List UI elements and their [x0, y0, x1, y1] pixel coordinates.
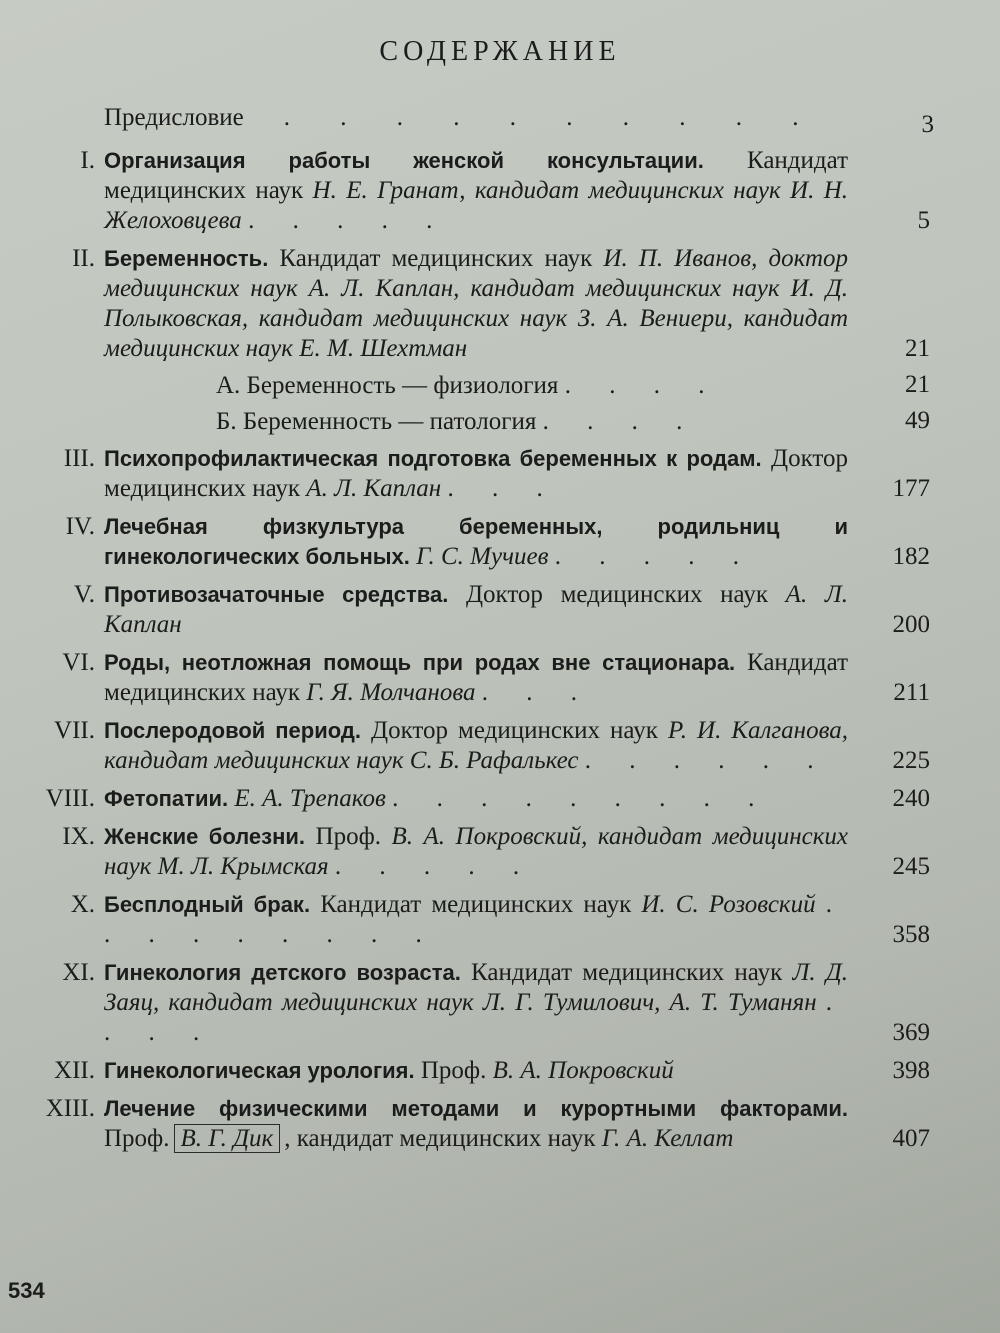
entry-title: Психопрофилактическая подготовка беременных к родам.	[104, 446, 762, 471]
entry-title: Гинекологическая урология.	[104, 1058, 415, 1083]
entry-authors: А. Л. Каплан	[104, 581, 849, 638]
entry-authors: И. П. Иванов, доктор медицинских наук А. Л. Каплан, кандидат медицинских наук И. Д. Полыковская, кандидат медицинских наук З. А. Вениери, кандидат медицинских наук Е. М. Шехтман	[104, 245, 849, 362]
toc-entry-13	[0, 1094, 1000, 1154]
page-title: СОДЕРЖАНИЕ	[379, 36, 621, 67]
entry-text: Доктор медицинских наук	[465, 581, 786, 608]
entry-number: II.	[72, 245, 95, 272]
entry-number: VIII.	[45, 785, 95, 812]
entry-number: IX.	[62, 823, 95, 850]
entry-title: Беременность.	[104, 246, 269, 271]
entry-page: 369	[892, 1019, 930, 1046]
toc-subentry-b: Б. Беременность — патология . . . . 49	[216, 407, 930, 435]
toc-entry-9: IX. Женские болезни. Проф. В. А. Покровский, кандидат медицинских наук М. Л. Крымская . . . . . 245	[62, 823, 930, 880]
entry-authors: Е. А. Трепаков	[234, 785, 386, 812]
entry-number: I.	[80, 147, 95, 174]
entry-title: Противозачаточные средства.	[104, 582, 449, 607]
entry-title: Бесплодный брак.	[104, 892, 311, 917]
toc-entry-4: IV. Лечебная физкультура беременных, родильниц и гинекологических больных. Г. С. Мучиев . . . . . 182	[65, 513, 930, 570]
entry-text: Кандидат медицинских наук	[279, 245, 604, 272]
entry-authors: И. С. Розовский	[641, 891, 816, 918]
toc-preface: Предисловие . . . . . . . . . . 3	[104, 104, 934, 138]
toc-entry-2	[0, 244, 1000, 364]
entry-page: 5	[917, 207, 930, 234]
entry-number: IV.	[65, 513, 95, 540]
toc-list	[0, 146, 1000, 1162]
preface-label: Предисловие	[104, 104, 244, 131]
entry-number: III.	[63, 445, 95, 472]
entry-title: Роды, неотложная помощь при родах вне стационара.	[104, 650, 736, 675]
entry-authors: А. Л. Каплан	[306, 475, 442, 502]
subentry-page: 49	[905, 407, 930, 434]
entry-text: Кандидат медицинских наук	[104, 147, 848, 204]
entry-text-mid: , кандидат медицинских наук	[284, 1125, 596, 1152]
entry-page: 211	[893, 679, 930, 706]
entry-title: Фетопатии.	[104, 786, 229, 811]
page-number: 534	[8, 1278, 45, 1303]
entry-authors: В. А. Покровский, кандидат медицинских наук М. Л. Крымская	[104, 823, 848, 880]
entry-title: Лечебная физкультура беременных, родильниц и гинекологических больных.	[104, 514, 848, 569]
entry-text: Доктор медицинских наук	[104, 445, 848, 502]
entry-text: Проф.	[420, 1057, 493, 1084]
deceased-author-box: В. Г. Дик	[174, 1124, 281, 1153]
entry-authors: Г. С. Мучиев	[416, 543, 549, 570]
entry-authors: Г. Я. Молчанова	[306, 679, 476, 706]
entry-page: 182	[892, 543, 930, 570]
entry-page: 177	[892, 475, 930, 502]
entry-title: Послеродовой период.	[104, 718, 361, 743]
subentry-label: Б. Беременность — патология	[216, 408, 537, 435]
entry-title: Гинекология детского возраста.	[104, 960, 461, 985]
entry-title: Лечение физическими методами и курортными факторами.	[104, 1096, 848, 1121]
entry-text: Проф.	[315, 823, 392, 850]
toc-entry-7: VII. Послеродовой период. Доктор медицинских наук Р. И. Калганова, кандидат медицинских наук С. Б. Рафалькес . . . . . . 225	[54, 717, 930, 774]
entry-number: XI.	[62, 959, 95, 986]
entry-number: X.	[70, 891, 95, 918]
entry-number: XIII.	[45, 1095, 95, 1122]
toc-entry-10: X. Бесплодный брак. Кандидат медицинских наук И. С. Розовский . . . . . . . . . 358	[70, 891, 930, 948]
entry-text: Кандидат медицинских наук	[471, 959, 793, 986]
toc-entry-8: VIII. Фетопатии. Е. А. Трепаков . . . . . . . . . 240	[45, 785, 930, 812]
entry-number: XII.	[54, 1057, 95, 1084]
subentry-label: А. Беременность — физиология	[216, 372, 559, 399]
entry-authors: В. А. Покровский	[492, 1057, 674, 1084]
entry-page: 225	[892, 747, 930, 774]
entry-page: 398	[892, 1057, 930, 1084]
entry-number: V.	[73, 581, 95, 608]
toc-entry-11: XI. Гинекология детского возраста. Кандидат медицинских наук Л. Д. Заяц, кандидат медицинских наук Л. Г. Тумилович, А. Т. Туманян . . . . 369	[62, 959, 930, 1046]
entry-page: 407	[892, 1125, 930, 1152]
entry-authors: Н. Е. Гранат, кандидат медицинских наук И. Н. Желоховцева	[104, 177, 848, 234]
entry-text: Кандидат медицинских наук	[104, 649, 848, 706]
toc-entry-1: I. Организация работы женской консультации. Кандидат медицинских наук Н. Е. Гранат, кандидат медицинских наук И. Н. Желоховцева . . . . . 5	[80, 147, 930, 234]
toc-entry-12	[0, 1056, 1000, 1086]
subentry-page: 21	[905, 371, 930, 398]
entry-page: 358	[892, 921, 930, 948]
entry-text: Кандидат медицинских наук	[320, 891, 642, 918]
entry-authors: Р. И. Калганова, кандидат медицинских наук С. Б. Рафалькес	[104, 717, 849, 774]
entry-title: Организация работы женской консультации.	[104, 148, 704, 173]
entry-number: VI.	[62, 649, 95, 676]
entry-text: Проф.	[104, 1125, 170, 1152]
toc-subentry-a: А. Беременность — физиология . . . . 21	[216, 371, 930, 399]
entry-authors: Л. Д. Заяц, кандидат медицинских наук Л. Г. Тумилович, А. Т. Туманян	[104, 959, 849, 1016]
entry-authors: Г. А. Келлат	[601, 1125, 734, 1152]
entry-page: 200	[892, 611, 930, 638]
entry-title: Женские болезни.	[104, 824, 306, 849]
entry-page: 21	[905, 335, 930, 362]
toc-entry-3: III. Психопрофилактическая подготовка беременных к родам. Доктор медицинских наук А. Л. Каплан . . . 177	[63, 445, 930, 502]
entry-page: 245	[892, 853, 930, 880]
preface-page: 3	[921, 111, 934, 138]
toc-entry-5	[0, 580, 1000, 640]
entry-page: 240	[892, 785, 930, 812]
entry-number: VII.	[54, 717, 95, 744]
entry-text: Доктор медицинских наук	[371, 717, 668, 744]
toc-entry-6: VI. Роды, неотложная помощь при родах вне стационара. Кандидат медицинских наук Г. Я. Молчанова . . . 211	[62, 649, 930, 706]
